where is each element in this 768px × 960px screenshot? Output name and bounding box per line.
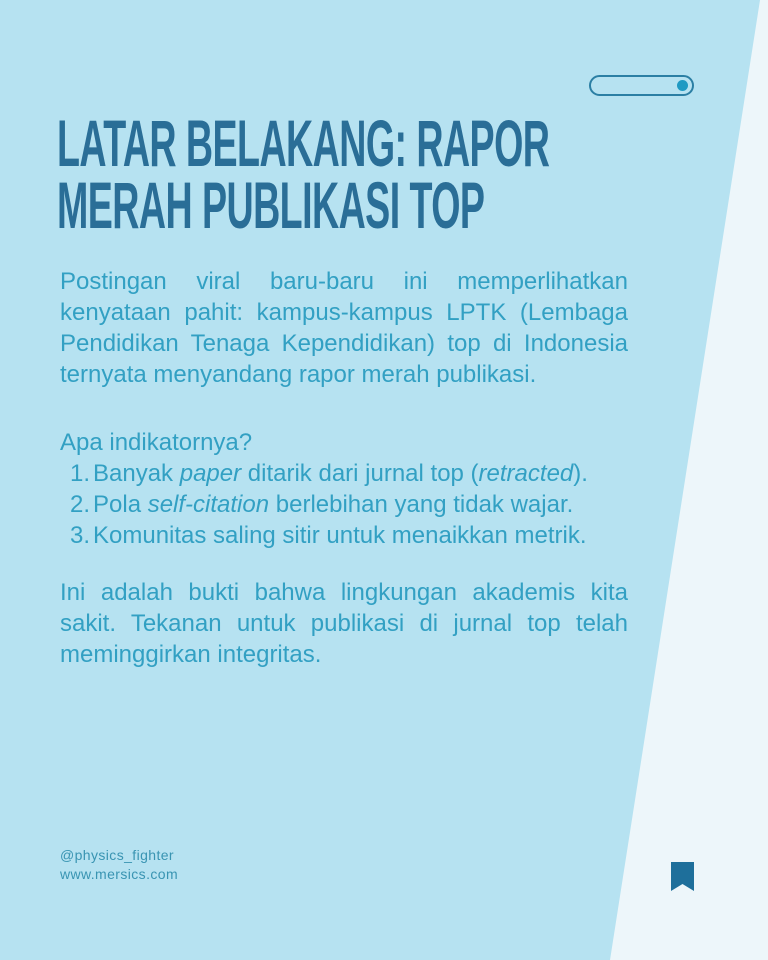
list-item-text <box>93 489 628 520</box>
list-item-text <box>93 458 628 489</box>
toggle-indicator[interactable] <box>589 75 694 96</box>
social-handle: @physics_fighter <box>60 847 174 863</box>
list-item-1 <box>70 458 628 489</box>
text-segment: Komunitas saling sitir untuk menaikkan metrik. <box>93 522 587 549</box>
list-item-3 <box>70 520 628 551</box>
title-line-2: MERAH PUBLIKASI TOP <box>57 168 485 242</box>
text-segment: Pola <box>93 491 148 518</box>
footer <box>60 846 178 884</box>
body-content <box>60 266 628 670</box>
list-number: 3. <box>70 522 91 549</box>
italic-segment: paper <box>179 460 242 487</box>
conclusion-paragraph: Ini adalah bukti bahwa lingkungan akademis kita sakit. Tekanan untuk publikasi di jurnal top telah meminggirkan integritas. <box>60 579 628 668</box>
italic-segment: retracted <box>478 460 574 487</box>
list-item-text <box>93 520 628 551</box>
text-segment: berlebihan yang tidak wajar. <box>269 491 574 518</box>
list-item-2 <box>70 489 628 520</box>
title-line-1: LATAR BELAKANG: RAPOR <box>57 106 550 180</box>
list-number: 2. <box>70 491 91 518</box>
text-segment: ). <box>573 460 588 487</box>
text-segment: ditarik dari jurnal top ( <box>241 460 479 487</box>
italic-segment: self-citation <box>147 491 270 518</box>
indicator-list <box>60 458 628 551</box>
text-segment: Banyak <box>93 460 180 487</box>
question-line: Apa indikatornya? <box>60 429 253 456</box>
page-title <box>57 106 550 242</box>
toggle-knob-icon <box>677 80 688 91</box>
website-url: www.mersics.com <box>60 866 179 882</box>
list-number: 1. <box>70 460 91 487</box>
intro-paragraph: Postingan viral baru-baru ini memperlihatkan kenyataan pahit: kampus-kampus LPTK (Lembaga Pendidikan Tenaga Kependidikan) top di Indonesia ternyata menyandang rapor merah publikasi. <box>60 268 628 388</box>
